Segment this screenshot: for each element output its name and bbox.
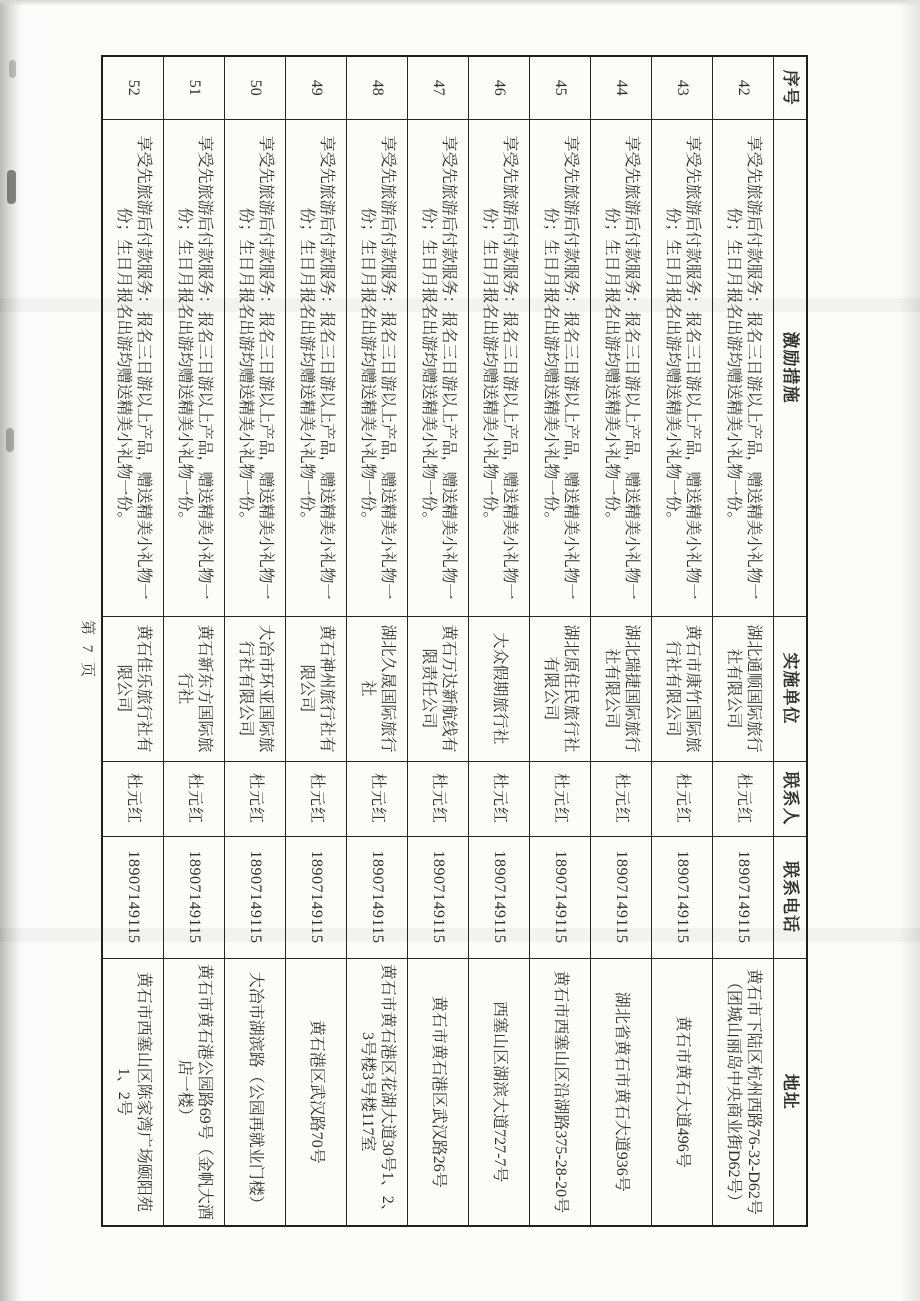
cell-serial-number: 52 xyxy=(102,56,164,119)
cell-incentive-measure: 享受先旅游后付款服务：报名三日游以上产品，赠送精美小礼物一份；生日月报名出游均赠送精美小礼物一份。 xyxy=(225,119,286,616)
table-row xyxy=(286,56,347,1226)
cell-implementing-unit: 黄石市康竹国际旅行社有限公司 xyxy=(652,616,713,761)
table-row xyxy=(713,56,774,1226)
header-address: 地址 xyxy=(774,958,808,1226)
cell-contact-phone: 18907149115 xyxy=(652,836,713,958)
cell-serial-number: 43 xyxy=(652,56,713,119)
scan-edge-right xyxy=(900,0,920,1301)
cell-serial-number: 50 xyxy=(225,56,286,119)
table-row xyxy=(530,56,591,1226)
table-row xyxy=(164,56,225,1226)
table-row xyxy=(652,56,713,1226)
cell-address: 黄石市西塞山区陈家湾广场颐阳苑1、2号 xyxy=(102,958,164,1226)
cell-address: 黄石市黄石港公园路69号（金帆大酒店一楼） xyxy=(164,958,225,1226)
cell-contact-person: 杜元红 xyxy=(286,761,347,836)
cell-implementing-unit: 黄石佳乐旅行社有限公司 xyxy=(102,616,164,761)
table-row xyxy=(347,56,408,1226)
cell-implementing-unit: 湖北原住民旅行社有限公司 xyxy=(530,616,591,761)
cell-serial-number: 44 xyxy=(591,56,652,119)
cell-contact-person: 杜元红 xyxy=(225,761,286,836)
cell-address: 黄石港区武汉路70号 xyxy=(286,958,347,1226)
cell-contact-person: 杜元红 xyxy=(347,761,408,836)
table-row xyxy=(591,56,652,1226)
cell-serial-number: 47 xyxy=(408,56,469,119)
cell-serial-number: 49 xyxy=(286,56,347,119)
cell-implementing-unit: 黄石新东方国际旅行社 xyxy=(164,616,225,761)
cell-serial-number: 42 xyxy=(713,56,774,119)
table-row xyxy=(469,56,530,1226)
scan-smudge xyxy=(7,170,16,204)
cell-address: 湖北省黄石市黄石大道936号 xyxy=(591,958,652,1226)
scan-edge-top xyxy=(0,0,920,6)
cell-implementing-unit: 湖北瑞捷国际旅行社有限公司 xyxy=(591,616,652,761)
cell-contact-person: 杜元红 xyxy=(408,761,469,836)
header-incentive-measure: 激励措施 xyxy=(774,119,808,616)
cell-contact-person: 杜元红 xyxy=(713,761,774,836)
page-number: 第 7 页 xyxy=(79,619,95,680)
cell-implementing-unit: 湖北久晟国际旅行社 xyxy=(347,616,408,761)
rotated-table-area xyxy=(115,55,808,1225)
cell-address: 黄石市下陆区杭州西路76-32-D62号（团城山丽岛中央商业街D62号） xyxy=(713,958,774,1226)
cell-contact-phone: 18907149115 xyxy=(469,836,530,958)
cell-incentive-measure: 享受先旅游后付款服务：报名三日游以上产品，赠送精美小礼物一份；生日月报名出游均赠送精美小礼物一份。 xyxy=(408,119,469,616)
cell-implementing-unit: 黄石万达新航线有限责任公司 xyxy=(408,616,469,761)
cell-incentive-measure: 享受先旅游后付款服务：报名三日游以上产品，赠送精美小礼物一份；生日月报名出游均赠送精美小礼物一份。 xyxy=(530,119,591,616)
cell-serial-number: 46 xyxy=(469,56,530,119)
cell-incentive-measure: 享受先旅游后付款服务：报名三日游以上产品，赠送精美小礼物一份；生日月报名出游均赠送精美小礼物一份。 xyxy=(347,119,408,616)
scan-smudge xyxy=(9,60,16,78)
cell-incentive-measure: 享受先旅游后付款服务：报名三日游以上产品，赠送精美小礼物一份；生日月报名出游均赠送精美小礼物一份。 xyxy=(591,119,652,616)
incentive-table xyxy=(101,55,808,1227)
cell-incentive-measure: 享受先旅游后付款服务：报名三日游以上产品，赠送精美小礼物一份；生日月报名出游均赠送精美小礼物一份。 xyxy=(469,119,530,616)
cell-implementing-unit: 大冶市环亚国际旅行社有限公司 xyxy=(225,616,286,761)
cell-address: 黄石市黄石港区武汉路26号 xyxy=(408,958,469,1226)
cell-contact-person: 杜元红 xyxy=(652,761,713,836)
cell-address: 黄石市黄石港区花湖大道30号1、2、3号楼3号楼117室 xyxy=(347,958,408,1226)
cell-address: 黄石市西塞山区沿湖路375-28-20号 xyxy=(530,958,591,1226)
cell-contact-phone: 18907149115 xyxy=(530,836,591,958)
cell-contact-phone: 18907149115 xyxy=(102,836,164,958)
cell-implementing-unit: 大众假期旅行社 xyxy=(469,616,530,761)
cell-contact-person: 杜元红 xyxy=(591,761,652,836)
cell-contact-phone: 18907149115 xyxy=(286,836,347,958)
cell-contact-person: 杜元红 xyxy=(164,761,225,836)
cell-serial-number: 48 xyxy=(347,56,408,119)
cell-serial-number: 51 xyxy=(164,56,225,119)
cell-contact-phone: 18907149115 xyxy=(408,836,469,958)
scan-smudge xyxy=(6,428,14,452)
header-implementing-unit: 实施单位 xyxy=(774,616,808,761)
cell-implementing-unit: 黄石神州旅行社有限公司 xyxy=(286,616,347,761)
cell-address: 黄石市黄石大道496号 xyxy=(652,958,713,1226)
header-row xyxy=(774,56,808,1226)
cell-contact-phone: 18907149115 xyxy=(225,836,286,958)
cell-contact-person: 杜元红 xyxy=(102,761,164,836)
cell-contact-person: 杜元红 xyxy=(469,761,530,836)
cell-serial-number: 45 xyxy=(530,56,591,119)
cell-contact-phone: 18907149115 xyxy=(164,836,225,958)
cell-incentive-measure: 享受先旅游后付款服务：报名三日游以上产品，赠送精美小礼物一份；生日月报名出游均赠送精美小礼物一份。 xyxy=(286,119,347,616)
table-row xyxy=(102,56,164,1226)
table-row xyxy=(225,56,286,1226)
header-contact-phone: 联系电话 xyxy=(774,836,808,958)
header-serial-number: 序号 xyxy=(774,56,808,119)
cell-incentive-measure: 享受先旅游后付款服务：报名三日游以上产品，赠送精美小礼物一份；生日月报名出游均赠送精美小礼物一份。 xyxy=(102,119,164,616)
cell-implementing-unit: 湖北通顺国际旅行社有限公司 xyxy=(713,616,774,761)
cell-contact-phone: 18907149115 xyxy=(713,836,774,958)
cell-incentive-measure: 享受先旅游后付款服务：报名三日游以上产品，赠送精美小礼物一份；生日月报名出游均赠送精美小礼物一份。 xyxy=(652,119,713,616)
cell-incentive-measure: 享受先旅游后付款服务：报名三日游以上产品，赠送精美小礼物一份；生日月报名出游均赠送精美小礼物一份。 xyxy=(164,119,225,616)
cell-contact-phone: 18907149115 xyxy=(591,836,652,958)
cell-address: 西塞山区湖滨大道727-7号 xyxy=(469,958,530,1226)
cell-contact-person: 杜元红 xyxy=(530,761,591,836)
header-contact-person: 联系人 xyxy=(774,761,808,836)
cell-address: 大冶市湖滨路（公园再就业门楼） xyxy=(225,958,286,1226)
cell-incentive-measure: 享受先旅游后付款服务：报名三日游以上产品，赠送精美小礼物一份；生日月报名出游均赠送精美小礼物一份。 xyxy=(713,119,774,616)
table-row xyxy=(408,56,469,1226)
cell-contact-phone: 18907149115 xyxy=(347,836,408,958)
